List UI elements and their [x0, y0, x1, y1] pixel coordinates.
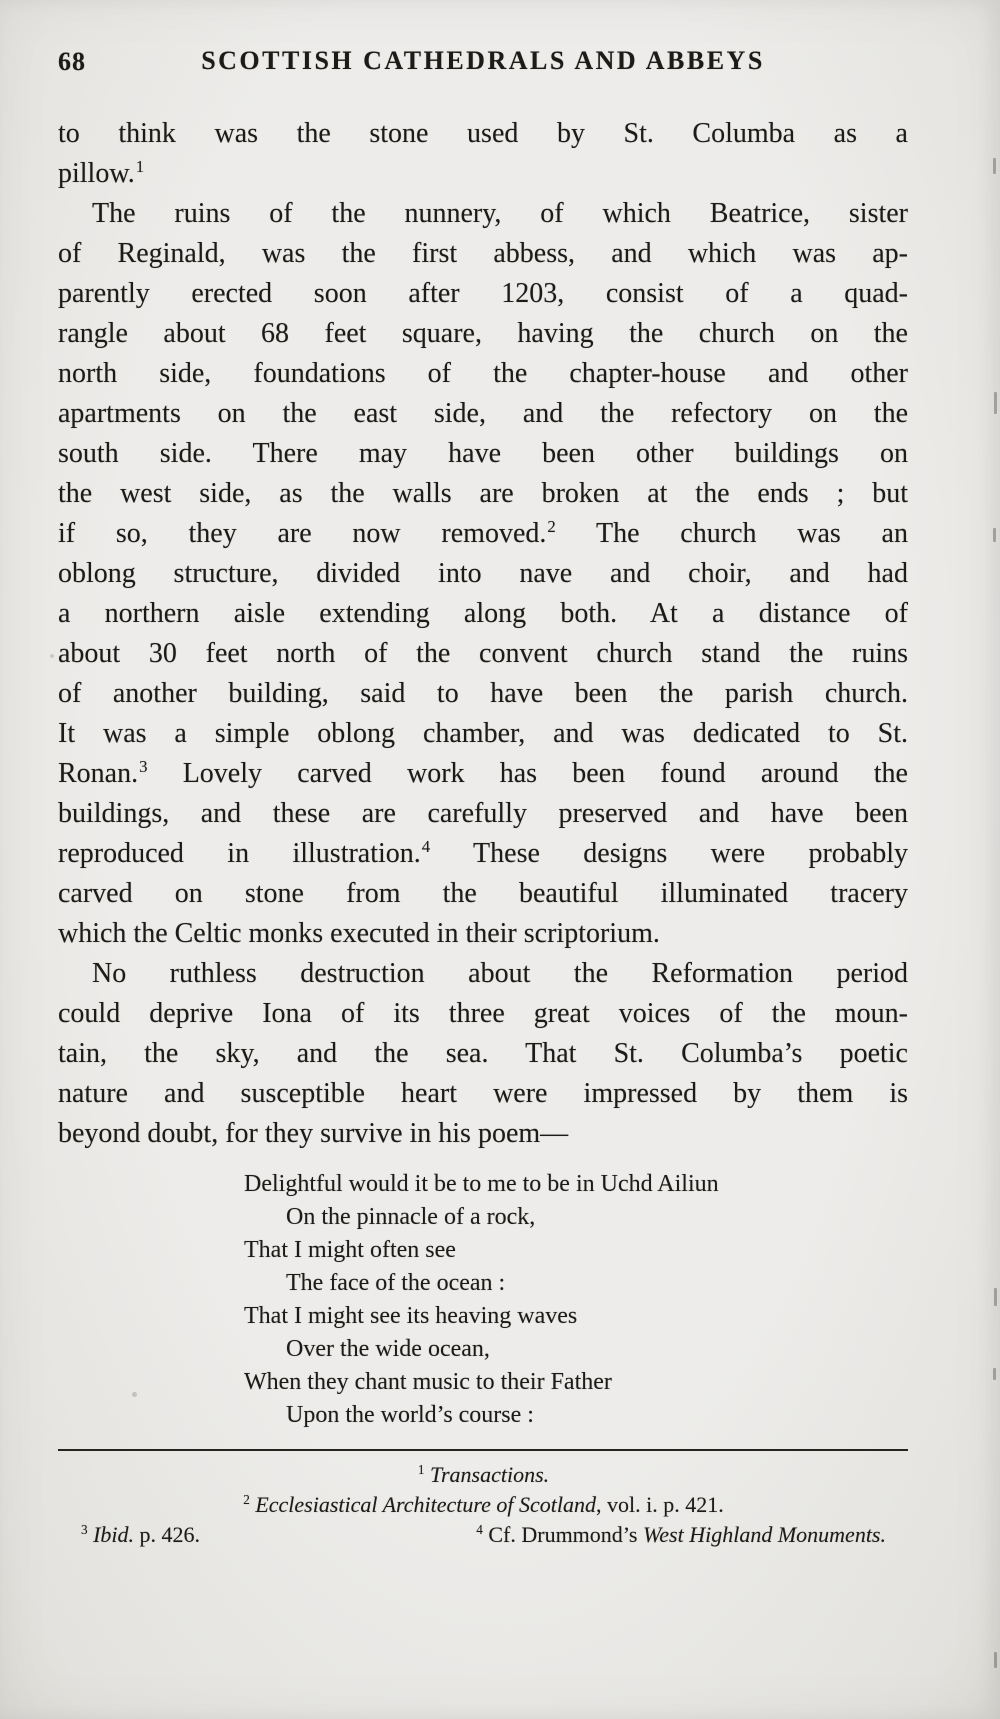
poem-line: That I might often see	[244, 1237, 456, 1263]
text-segment: buildings, and these are carefully preserved and have been	[58, 798, 908, 829]
text-segment: carved on stone from the beautiful illuminated tracery	[58, 878, 908, 909]
text-segment: a northern aisle extending along both. At a distance of	[58, 598, 908, 629]
text-segment: of another building, said to have been the parish church.	[58, 678, 908, 709]
footnote-marker: 1	[417, 1461, 425, 1477]
text-segment: south side. There may have been other buildings on	[58, 438, 908, 469]
body-line	[58, 994, 908, 1034]
scan-artifact	[994, 1652, 997, 1668]
italic-text: Transactions.	[429, 1462, 550, 1487]
text-segment: beyond doubt, for they survive in his poem—	[58, 1118, 569, 1149]
body-line	[58, 954, 908, 994]
text-segment: of Reginald, was the first abbess, and which was ap-	[58, 238, 908, 269]
text-segment: p. 426.	[134, 1522, 201, 1547]
body-line	[58, 514, 908, 554]
text-segment: oblong structure, divided into nave and choir, and had	[58, 558, 908, 589]
text-segment: Ronan.	[58, 758, 139, 789]
body-line	[58, 194, 908, 234]
body-line	[58, 634, 908, 674]
text-segment: if so, they are now removed.	[58, 518, 547, 549]
poem-line: On the pinnacle of a rock,	[286, 1204, 536, 1230]
text-segment: No ruthless destruction about the Reformation period	[92, 958, 908, 989]
page-header	[58, 46, 908, 80]
footnote-line	[58, 1460, 908, 1490]
footnote-marker: 2	[547, 516, 556, 536]
scan-artifact	[994, 1288, 997, 1306]
body-line	[58, 114, 908, 154]
text-segment: could deprive Iona of its three great voices of the moun-	[58, 998, 908, 1029]
body-line	[58, 394, 908, 434]
text-segment: apartments on the east side, and the refectory on the	[58, 398, 908, 429]
body-line	[58, 874, 908, 914]
text-segment: nature and susceptible heart were impressed by them is	[58, 1078, 908, 1109]
page-number: 68	[58, 47, 86, 76]
poem-line: The face of the ocean :	[286, 1270, 506, 1296]
poem-line: When they chant music to their Father	[244, 1369, 612, 1395]
body-line	[58, 434, 908, 474]
text-segment: tain, the sky, and the sea. That St. Columba’s poetic	[58, 1038, 908, 1069]
text-segment: It was a simple oblong chamber, and was dedicated to St.	[58, 718, 908, 749]
body-line	[58, 554, 908, 594]
scan-artifact	[132, 1392, 137, 1397]
scan-artifact	[993, 1368, 996, 1380]
body-text	[58, 114, 908, 1154]
italic-text: Ibid.	[93, 1522, 135, 1547]
text-segment: about 30 feet north of the convent church stand the ruins	[58, 638, 908, 669]
scan-artifact	[50, 654, 54, 658]
italic-text: West Highland Monuments.	[642, 1522, 886, 1547]
body-line	[58, 154, 908, 194]
footnote-line	[58, 1490, 908, 1520]
text-segment: Cf. Drummond’s	[482, 1522, 643, 1547]
body-line	[58, 314, 908, 354]
poem-line: Delightful would it be to me to be in Uchd Ailiun	[244, 1171, 719, 1197]
footnote-marker: 3	[81, 1521, 88, 1537]
footnote-divider	[58, 1449, 908, 1451]
text-segment: These designs were probably	[430, 838, 908, 869]
body-line	[58, 1034, 908, 1074]
footnote-line	[58, 1520, 908, 1550]
text-segment: to think was the stone used by St. Columba as a	[58, 118, 908, 149]
body-line	[58, 234, 908, 274]
body-line	[58, 674, 908, 714]
text-segment: rangle about 68 feet square, having the church on the	[58, 318, 908, 349]
body-line	[58, 834, 908, 874]
body-line	[58, 714, 908, 754]
poem-line: That I might see its heaving waves	[244, 1303, 578, 1329]
footnote-right	[475, 1520, 886, 1550]
text-segment: north side, foundations of the chapter-house and other	[58, 358, 908, 389]
footnotes	[58, 1460, 908, 1550]
text-segment: reproduced in illustration.	[58, 838, 421, 869]
text-segment: , vol. i. p. 421.	[596, 1492, 724, 1517]
footnote-marker: 4	[421, 836, 431, 856]
body-line	[58, 1114, 908, 1154]
text-segment: parently erected soon after 1203, consist of a quad-	[58, 278, 908, 309]
running-title: SCOTTISH CATHEDRALS AND ABBEYS	[201, 46, 765, 75]
poem-block	[244, 1168, 908, 1432]
body-line	[58, 474, 908, 514]
footnote-marker: 1	[135, 156, 145, 176]
text-segment: Lovely carved work has been found around the	[147, 758, 908, 789]
footnote-left	[80, 1520, 200, 1550]
text-segment: pillow.	[58, 158, 135, 189]
italic-text: Ecclesiastical Architecture of Scotland	[255, 1492, 597, 1517]
body-line	[58, 754, 908, 794]
text-segment: the west side, as the walls are broken at the ends ; but	[58, 478, 908, 509]
body-line	[58, 914, 908, 954]
text-segment: The church was an	[555, 518, 908, 549]
scan-artifact	[993, 158, 996, 174]
body-line	[58, 1074, 908, 1114]
poem-line: Over the wide ocean,	[286, 1336, 490, 1362]
poem-line: Upon the world’s course :	[286, 1402, 534, 1428]
body-line	[58, 794, 908, 834]
footnote-marker: 3	[139, 756, 148, 776]
body-line	[58, 594, 908, 634]
scan-artifact	[993, 528, 996, 542]
footnote-marker: 2	[243, 1491, 250, 1507]
body-line	[58, 354, 908, 394]
body-line	[58, 274, 908, 314]
text-segment: which the Celtic monks executed in their scriptorium.	[58, 918, 660, 949]
text-segment: The ruins of the nunnery, of which Beatrice, sister	[92, 198, 908, 229]
scan-artifact	[994, 392, 997, 414]
footnote-marker: 4	[476, 1521, 483, 1537]
